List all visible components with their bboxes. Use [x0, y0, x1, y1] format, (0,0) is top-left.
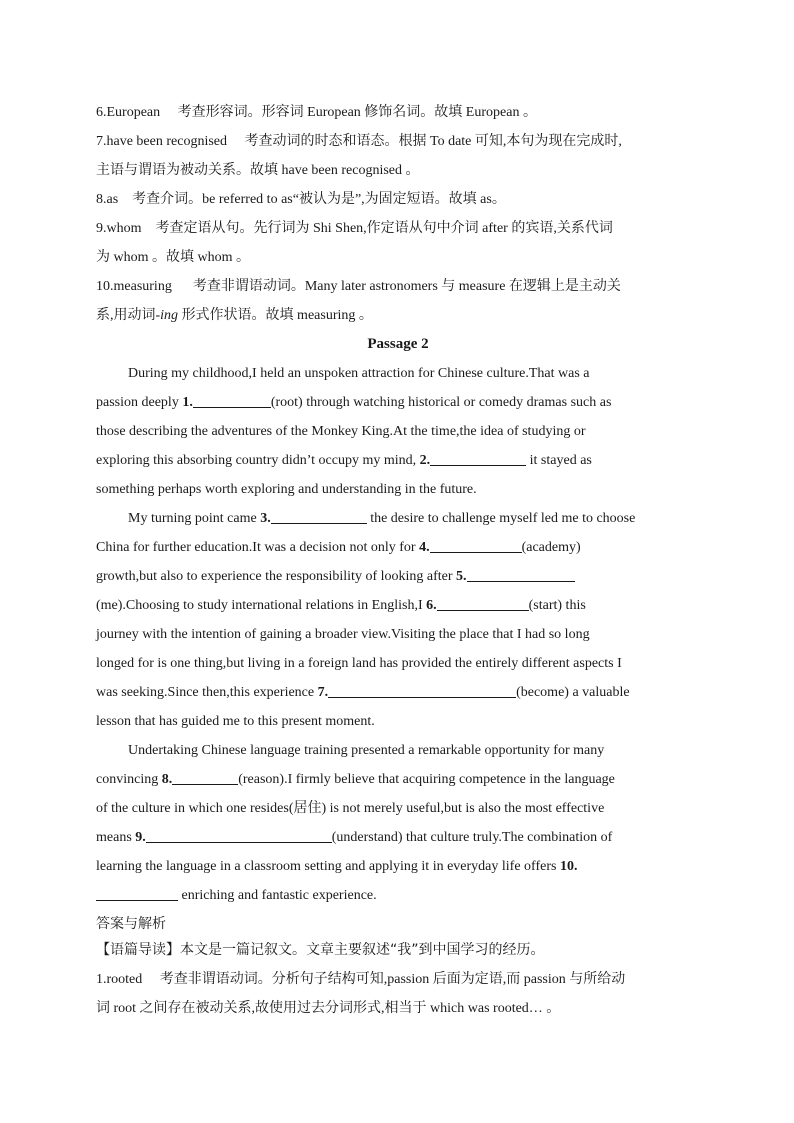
passage-text: Undertaking Chinese language training presented a remarkable opportunity for many — [128, 743, 605, 758]
paragraph-line — [96, 678, 700, 707]
blank-number: 1. — [182, 395, 193, 410]
blank-10[interactable] — [96, 884, 178, 901]
passage-text: exploring this absorbing country didn’t occupy my mind, — [96, 453, 420, 468]
passage-text: passion deeply — [96, 395, 183, 410]
paragraph-line — [96, 475, 700, 504]
passage-text: something perhaps worth exploring and understanding in the future. — [96, 482, 477, 497]
answer-label: 7.have been recognised — [96, 134, 227, 149]
passage-text: (root) through watching historical or comedy dramas such as — [270, 395, 612, 410]
passage-text: was seeking.Since then,this experience — [96, 685, 318, 700]
answer-8 — [96, 185, 700, 214]
passage-text: convincing — [96, 772, 162, 787]
blank-8[interactable] — [172, 768, 238, 785]
passage-text: (become) a valuable — [516, 685, 630, 700]
section-heading: 答案与解析 — [96, 916, 166, 932]
paragraph-line — [96, 504, 700, 533]
blank-number: 6. — [426, 598, 437, 613]
blank-5[interactable] — [467, 565, 575, 582]
passage-text: it stayed as — [526, 453, 592, 468]
passage-text: (understand) that culture truly.The combination of — [331, 830, 613, 845]
paragraph-line — [96, 591, 700, 620]
passage-text: enriching and fantastic experience. — [178, 888, 377, 903]
passage-text: lesson that has guided me to this present moment. — [96, 714, 375, 729]
passage-text: of the culture in which one resides(居住) is not merely useful,but is also the most effective — [96, 801, 605, 816]
answer-label: 6.European — [96, 105, 161, 120]
blank-number: 3. — [260, 511, 271, 526]
paragraph-line — [96, 881, 700, 910]
blank-number: 7. — [317, 685, 329, 700]
reading-guide — [96, 936, 700, 965]
guide-text: 本文是一篇记叙文。文章主要叙述“我”到中国学习的经历。 — [180, 942, 545, 958]
blank-4[interactable] — [430, 536, 522, 553]
paragraph-line — [96, 736, 700, 765]
paragraph-line — [96, 446, 700, 475]
blank-number: 5. — [456, 569, 467, 584]
answer-9-cont — [96, 243, 700, 272]
passage-text: China for further education.It was a decision not only for — [96, 540, 420, 555]
paragraph-line — [96, 620, 700, 649]
passage-text: those describing the adventures of the Monkey King.At the time,the idea of studying or — [96, 424, 586, 439]
passage-text: longed for is one thing,but living in a foreign land has provided the entirely different aspects I — [96, 656, 622, 671]
answer-9 — [96, 214, 700, 243]
answer-10 — [96, 272, 700, 301]
paragraph-line — [96, 562, 700, 591]
blank-number: 10. — [559, 859, 578, 874]
passage-text: My turning point came — [128, 511, 261, 526]
blank-3[interactable] — [271, 507, 367, 524]
paragraph-line — [96, 417, 700, 446]
passage-text: learning the language in a classroom setting and applying it in everyday life offers — [96, 859, 560, 874]
answer-explanation: 主语与谓语为被动关系。故填 have been recognised 。 — [96, 163, 420, 178]
passage-text: (academy) — [521, 540, 581, 555]
blank-1[interactable] — [193, 391, 271, 408]
answer-explanation: 考查动词的时态和语态。根据 To date 可知,本句为现在完成时, — [244, 134, 622, 149]
paragraph-line — [96, 533, 700, 562]
paragraph-line — [96, 359, 700, 388]
guide-tag: 【语篇导读】 — [96, 942, 180, 958]
paragraph-line — [96, 765, 700, 794]
answer-label: 9.whom — [96, 221, 142, 236]
passage-text: growth,but also to experience the responsibility of looking after — [96, 569, 457, 584]
passage-title: Passage 2 — [367, 336, 429, 352]
paragraph-line — [96, 852, 700, 881]
paragraph-line — [96, 649, 700, 678]
paragraph-line — [96, 823, 700, 852]
blank-number: 2. — [419, 453, 431, 468]
answer-label: 1.rooted — [96, 972, 143, 987]
answer-explanation: 考查非谓语动词。Many later astronomers 与 measure 在逻辑上是主动关 — [192, 279, 621, 294]
blank-number: 4. — [419, 540, 430, 555]
blank-9[interactable] — [146, 826, 332, 843]
answer-6 — [96, 98, 700, 127]
answer-10-cont — [96, 301, 700, 330]
answer-7 — [96, 127, 700, 156]
passage-text: (me).Choosing to study international relations in English,I — [96, 598, 427, 613]
passage-text: (start) this — [528, 598, 586, 613]
ing-suffix: ing — [160, 308, 179, 323]
answer-1-cont — [96, 994, 700, 1023]
answer-explanation: 为 whom 。故填 whom 。 — [96, 250, 250, 265]
blank-6[interactable] — [437, 594, 529, 611]
passage-text: journey with the intention of gaining a broader view.Visiting the place that I had so long — [96, 627, 590, 642]
answer-explanation: 考查形容词。形容词 European 修饰名词。故填 European 。 — [177, 105, 537, 120]
paragraph-line — [96, 388, 700, 417]
blank-2[interactable] — [430, 449, 526, 466]
answer-explanation: 考查定语从句。先行词为 Shi Shen,作定语从句中介词 after 的宾语,关系代词 — [155, 221, 613, 236]
answer-explanation: 考查介词。be referred to as“被认为是”,为固定短语。故填 as。 — [132, 192, 506, 207]
paragraph-line — [96, 707, 700, 736]
document-page — [96, 98, 700, 1023]
passage-text: means — [96, 830, 136, 845]
blank-number: 8. — [161, 772, 173, 787]
passage-text: (reason).I firmly believe that acquiring competence in the language — [238, 772, 615, 787]
answer-explanation: 形式作状语。故填 measuring 。 — [178, 308, 373, 323]
blank-7[interactable] — [328, 681, 516, 698]
answer-1 — [96, 965, 700, 994]
blank-number: 9. — [135, 830, 146, 845]
answer-label: 10.measuring — [96, 279, 172, 294]
answer-explanation: 系,用动词- — [96, 308, 161, 323]
paragraph-line — [96, 794, 700, 823]
answer-explanation: 词 root 之间存在被动关系,故使用过去分词形式,相当于 which was rooted… 。 — [96, 1001, 561, 1016]
answer-label: 8.as — [96, 192, 119, 207]
answer-7-cont — [96, 156, 700, 185]
answer-explanation: 考查非谓语动词。分析句子结构可知,passion 后面为定语,而 passion 与所给动 — [159, 972, 626, 987]
passage-text: the desire to challenge myself led me to choose — [366, 511, 636, 526]
passage-text: During my childhood,I held an unspoken attraction for Chinese culture.That was a — [128, 366, 590, 381]
